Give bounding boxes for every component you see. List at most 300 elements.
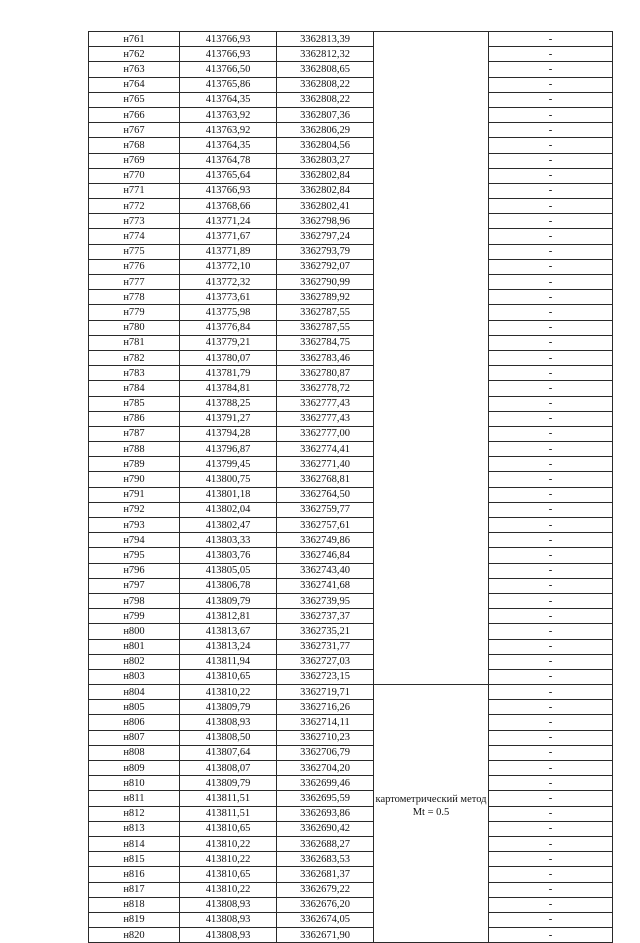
method-cell: [374, 411, 489, 426]
table-row: [89, 320, 613, 335]
y-coordinate-cell: 3362804,56: [277, 138, 374, 153]
method-cell: [374, 715, 489, 730]
table-row: [89, 806, 613, 821]
x-coordinate-cell: 413808,93: [180, 912, 277, 927]
y-coordinate-cell: 3362723,15: [277, 669, 374, 684]
point-id-cell: н816: [89, 867, 180, 882]
accuracy-dash-cell: -: [489, 396, 613, 411]
method-cell: [374, 593, 489, 608]
x-coordinate-cell: 413766,50: [180, 62, 277, 77]
accuracy-dash-cell: -: [489, 761, 613, 776]
accuracy-dash-cell: -: [489, 928, 613, 943]
method-cell: [374, 502, 489, 517]
table-row: [89, 107, 613, 122]
y-coordinate-cell: 3362764,50: [277, 487, 374, 502]
point-id-cell: н770: [89, 168, 180, 183]
y-coordinate-cell: 3362798,96: [277, 214, 374, 229]
table-row: [89, 259, 613, 274]
x-coordinate-cell: 413768,66: [180, 199, 277, 214]
point-id-cell: н803: [89, 669, 180, 684]
method-cell: [374, 745, 489, 760]
table-row: [89, 487, 613, 502]
y-coordinate-cell: 3362688,27: [277, 836, 374, 851]
table-row: [89, 730, 613, 745]
y-coordinate-cell: 3362681,37: [277, 867, 374, 882]
accuracy-dash-cell: -: [489, 77, 613, 92]
table-row: [89, 244, 613, 259]
x-coordinate-cell: 413800,75: [180, 472, 277, 487]
accuracy-dash-cell: -: [489, 320, 613, 335]
accuracy-dash-cell: -: [489, 578, 613, 593]
point-id-cell: н795: [89, 548, 180, 563]
point-id-cell: н814: [89, 836, 180, 851]
y-coordinate-cell: 3362735,21: [277, 624, 374, 639]
point-id-cell: н773: [89, 214, 180, 229]
y-coordinate-cell: 3362777,43: [277, 411, 374, 426]
accuracy-dash-cell: -: [489, 472, 613, 487]
x-coordinate-cell: 413811,94: [180, 654, 277, 669]
method-cell: [374, 381, 489, 396]
table-row: [89, 563, 613, 578]
x-coordinate-cell: 413796,87: [180, 442, 277, 457]
accuracy-dash-cell: -: [489, 912, 613, 927]
method-cell: [374, 199, 489, 214]
point-id-cell: н763: [89, 62, 180, 77]
accuracy-dash-cell: -: [489, 92, 613, 107]
x-coordinate-cell: 413763,92: [180, 107, 277, 122]
point-id-cell: н784: [89, 381, 180, 396]
y-coordinate-cell: 3362690,42: [277, 821, 374, 836]
method-cell: [374, 32, 489, 47]
point-id-cell: н771: [89, 183, 180, 198]
point-id-cell: н787: [89, 426, 180, 441]
accuracy-dash-cell: -: [489, 745, 613, 760]
table-row: [89, 350, 613, 365]
point-id-cell: н817: [89, 882, 180, 897]
y-coordinate-cell: 3362759,77: [277, 502, 374, 517]
method-cell: [374, 275, 489, 290]
x-coordinate-cell: 413766,93: [180, 183, 277, 198]
x-coordinate-cell: 413811,51: [180, 791, 277, 806]
point-id-cell: н766: [89, 107, 180, 122]
method-cell: [374, 77, 489, 92]
table-row: [89, 123, 613, 138]
table-row: [89, 776, 613, 791]
method-cell: [374, 153, 489, 168]
x-coordinate-cell: 413788,25: [180, 396, 277, 411]
method-cell: [374, 214, 489, 229]
method-cell: [374, 244, 489, 259]
y-coordinate-cell: 3362806,29: [277, 123, 374, 138]
accuracy-dash-cell: -: [489, 381, 613, 396]
table-row: [89, 472, 613, 487]
table-row: [89, 426, 613, 441]
accuracy-dash-cell: -: [489, 669, 613, 684]
accuracy-dash-cell: -: [489, 411, 613, 426]
point-id-cell: н762: [89, 47, 180, 62]
accuracy-dash-cell: -: [489, 821, 613, 836]
table-row: [89, 609, 613, 624]
x-coordinate-cell: 413771,24: [180, 214, 277, 229]
method-cell: [374, 609, 489, 624]
point-id-cell: н772: [89, 199, 180, 214]
y-coordinate-cell: 3362771,40: [277, 457, 374, 472]
point-id-cell: н791: [89, 487, 180, 502]
table-row: [89, 639, 613, 654]
accuracy-dash-cell: -: [489, 350, 613, 365]
point-id-cell: н809: [89, 761, 180, 776]
table-row: [89, 761, 613, 776]
accuracy-dash-cell: -: [489, 776, 613, 791]
method-cell: [374, 350, 489, 365]
point-id-cell: н761: [89, 32, 180, 47]
table-row: [89, 335, 613, 350]
x-coordinate-cell: 413810,22: [180, 836, 277, 851]
point-id-cell: н796: [89, 563, 180, 578]
coordinates-table: [88, 31, 613, 943]
accuracy-dash-cell: -: [489, 836, 613, 851]
x-coordinate-cell: 413808,93: [180, 928, 277, 943]
table-row: [89, 275, 613, 290]
table-row: [89, 928, 613, 943]
method-cell: [374, 335, 489, 350]
table-row: [89, 593, 613, 608]
method-cell: [374, 396, 489, 411]
method-cell: [374, 138, 489, 153]
accuracy-dash-cell: -: [489, 897, 613, 912]
accuracy-dash-cell: -: [489, 138, 613, 153]
y-coordinate-cell: 3362757,61: [277, 518, 374, 533]
point-id-cell: н797: [89, 578, 180, 593]
table-row: [89, 62, 613, 77]
accuracy-dash-cell: -: [489, 259, 613, 274]
accuracy-dash-cell: -: [489, 518, 613, 533]
table-row: [89, 47, 613, 62]
x-coordinate-cell: 413803,76: [180, 548, 277, 563]
table-row: [89, 411, 613, 426]
point-id-cell: н781: [89, 335, 180, 350]
point-id-cell: н789: [89, 457, 180, 472]
x-coordinate-cell: 413791,27: [180, 411, 277, 426]
y-coordinate-cell: 3362704,20: [277, 761, 374, 776]
y-coordinate-cell: 3362671,90: [277, 928, 374, 943]
table-row: [89, 153, 613, 168]
table-row: [89, 396, 613, 411]
point-id-cell: н793: [89, 518, 180, 533]
x-coordinate-cell: 413765,64: [180, 168, 277, 183]
x-coordinate-cell: 413808,93: [180, 897, 277, 912]
x-coordinate-cell: 413765,86: [180, 77, 277, 92]
accuracy-dash-cell: -: [489, 639, 613, 654]
method-cell: [374, 867, 489, 882]
point-id-cell: н819: [89, 912, 180, 927]
point-id-cell: н815: [89, 852, 180, 867]
method-cell: [374, 578, 489, 593]
point-id-cell: н764: [89, 77, 180, 92]
method-cell: [374, 290, 489, 305]
x-coordinate-cell: 413802,47: [180, 518, 277, 533]
table-row: [89, 715, 613, 730]
table-row: [89, 624, 613, 639]
point-id-cell: н813: [89, 821, 180, 836]
table-row: [89, 168, 613, 183]
x-coordinate-cell: 413803,33: [180, 533, 277, 548]
y-coordinate-cell: 3362784,75: [277, 335, 374, 350]
y-coordinate-cell: 3362808,22: [277, 92, 374, 107]
point-id-cell: н804: [89, 685, 180, 700]
table-row: [89, 366, 613, 381]
table-row: [89, 745, 613, 760]
point-id-cell: н790: [89, 472, 180, 487]
point-id-cell: н800: [89, 624, 180, 639]
table-row: [89, 578, 613, 593]
y-coordinate-cell: 3362793,79: [277, 244, 374, 259]
table-row: [89, 442, 613, 457]
accuracy-dash-cell: -: [489, 47, 613, 62]
point-id-cell: н768: [89, 138, 180, 153]
x-coordinate-cell: 413807,64: [180, 745, 277, 760]
y-coordinate-cell: 3362792,07: [277, 259, 374, 274]
method-cell: [374, 366, 489, 381]
x-coordinate-cell: 413810,65: [180, 867, 277, 882]
method-cell: [374, 107, 489, 122]
accuracy-dash-cell: -: [489, 62, 613, 77]
table-row: [89, 32, 613, 47]
accuracy-dash-cell: -: [489, 700, 613, 715]
accuracy-dash-cell: -: [489, 806, 613, 821]
point-id-cell: н782: [89, 350, 180, 365]
table-row: [89, 92, 613, 107]
table-row: [89, 183, 613, 198]
method-cell: [374, 62, 489, 77]
x-coordinate-cell: 413772,32: [180, 275, 277, 290]
accuracy-dash-cell: -: [489, 715, 613, 730]
point-id-cell: н792: [89, 502, 180, 517]
method-cell: [374, 442, 489, 457]
accuracy-dash-cell: -: [489, 335, 613, 350]
y-coordinate-cell: 3362789,92: [277, 290, 374, 305]
table-row: [89, 836, 613, 851]
x-coordinate-cell: 413781,79: [180, 366, 277, 381]
table-row: [89, 654, 613, 669]
table-row: [89, 381, 613, 396]
table-row: [89, 533, 613, 548]
table-row: [89, 882, 613, 897]
accuracy-dash-cell: -: [489, 366, 613, 381]
x-coordinate-cell: 413799,45: [180, 457, 277, 472]
point-id-cell: н775: [89, 244, 180, 259]
accuracy-dash-cell: -: [489, 685, 613, 700]
accuracy-dash-cell: -: [489, 593, 613, 608]
table-row: [89, 821, 613, 836]
x-coordinate-cell: 413776,84: [180, 320, 277, 335]
y-coordinate-cell: 3362797,24: [277, 229, 374, 244]
accuracy-dash-cell: -: [489, 624, 613, 639]
y-coordinate-cell: 3362727,03: [277, 654, 374, 669]
y-coordinate-cell: 3362783,46: [277, 350, 374, 365]
x-coordinate-cell: 413773,61: [180, 290, 277, 305]
table-row: [89, 229, 613, 244]
x-coordinate-cell: 413784,81: [180, 381, 277, 396]
method-cell: [374, 730, 489, 745]
x-coordinate-cell: 413764,35: [180, 138, 277, 153]
y-coordinate-cell: 3362737,37: [277, 609, 374, 624]
x-coordinate-cell: 413812,81: [180, 609, 277, 624]
point-id-cell: н801: [89, 639, 180, 654]
x-coordinate-cell: 413766,93: [180, 32, 277, 47]
method-label: картометрический метод Mt = 0.5: [375, 794, 487, 819]
method-cell: [374, 928, 489, 943]
method-cell: [374, 426, 489, 441]
point-id-cell: н802: [89, 654, 180, 669]
method-cell: [374, 305, 489, 320]
x-coordinate-cell: 413764,35: [180, 92, 277, 107]
point-id-cell: н820: [89, 928, 180, 943]
method-cell: [374, 563, 489, 578]
y-coordinate-cell: 3362777,00: [277, 426, 374, 441]
point-id-cell: н774: [89, 229, 180, 244]
method-cell: [374, 654, 489, 669]
y-coordinate-cell: 3362714,11: [277, 715, 374, 730]
accuracy-dash-cell: -: [489, 852, 613, 867]
accuracy-dash-cell: -: [489, 214, 613, 229]
y-coordinate-cell: 3362813,39: [277, 32, 374, 47]
y-coordinate-cell: 3362676,20: [277, 897, 374, 912]
point-id-cell: н807: [89, 730, 180, 745]
table-row: [89, 669, 613, 684]
method-cell: [374, 457, 489, 472]
y-coordinate-cell: 3362812,32: [277, 47, 374, 62]
y-coordinate-cell: 3362808,65: [277, 62, 374, 77]
method-cell: [374, 639, 489, 654]
y-coordinate-cell: 3362683,53: [277, 852, 374, 867]
point-id-cell: н786: [89, 411, 180, 426]
x-coordinate-cell: 413779,21: [180, 335, 277, 350]
point-id-cell: н799: [89, 609, 180, 624]
point-id-cell: н794: [89, 533, 180, 548]
method-cell: [374, 259, 489, 274]
method-cell: [374, 669, 489, 684]
accuracy-dash-cell: -: [489, 244, 613, 259]
x-coordinate-cell: 413809,79: [180, 593, 277, 608]
y-coordinate-cell: 3362802,84: [277, 168, 374, 183]
y-coordinate-cell: 3362749,86: [277, 533, 374, 548]
point-id-cell: н798: [89, 593, 180, 608]
point-id-cell: н776: [89, 259, 180, 274]
x-coordinate-cell: 413809,79: [180, 776, 277, 791]
x-coordinate-cell: 413801,18: [180, 487, 277, 502]
accuracy-dash-cell: -: [489, 548, 613, 563]
accuracy-dash-cell: -: [489, 533, 613, 548]
y-coordinate-cell: 3362699,46: [277, 776, 374, 791]
point-id-cell: н777: [89, 275, 180, 290]
method-cell: [374, 183, 489, 198]
coordinates-table-body: [89, 32, 613, 943]
accuracy-dash-cell: -: [489, 730, 613, 745]
point-id-cell: н811: [89, 791, 180, 806]
accuracy-dash-cell: -: [489, 183, 613, 198]
point-id-cell: н806: [89, 715, 180, 730]
y-coordinate-cell: 3362808,22: [277, 77, 374, 92]
y-coordinate-cell: 3362787,55: [277, 320, 374, 335]
y-coordinate-cell: 3362807,36: [277, 107, 374, 122]
method-cell: [374, 168, 489, 183]
accuracy-dash-cell: -: [489, 107, 613, 122]
y-coordinate-cell: 3362706,79: [277, 745, 374, 760]
y-coordinate-cell: 3362777,43: [277, 396, 374, 411]
point-id-cell: н810: [89, 776, 180, 791]
x-coordinate-cell: 413764,78: [180, 153, 277, 168]
accuracy-dash-cell: -: [489, 153, 613, 168]
accuracy-dash-cell: -: [489, 457, 613, 472]
y-coordinate-cell: 3362739,95: [277, 593, 374, 608]
x-coordinate-cell: 413775,98: [180, 305, 277, 320]
method-cell: [374, 761, 489, 776]
x-coordinate-cell: 413772,10: [180, 259, 277, 274]
y-coordinate-cell: 3362743,40: [277, 563, 374, 578]
table-row: [89, 502, 613, 517]
accuracy-dash-cell: -: [489, 290, 613, 305]
x-coordinate-cell: 413766,93: [180, 47, 277, 62]
table-row: [89, 199, 613, 214]
x-coordinate-cell: 413810,65: [180, 821, 277, 836]
accuracy-dash-cell: -: [489, 275, 613, 290]
y-coordinate-cell: 3362768,81: [277, 472, 374, 487]
method-cell: [374, 882, 489, 897]
y-coordinate-cell: 3362731,77: [277, 639, 374, 654]
x-coordinate-cell: 413802,04: [180, 502, 277, 517]
point-id-cell: н818: [89, 897, 180, 912]
point-id-cell: н767: [89, 123, 180, 138]
accuracy-dash-cell: -: [489, 654, 613, 669]
y-coordinate-cell: 3362674,05: [277, 912, 374, 927]
x-coordinate-cell: 413808,07: [180, 761, 277, 776]
x-coordinate-cell: 413808,50: [180, 730, 277, 745]
y-coordinate-cell: 3362778,72: [277, 381, 374, 396]
y-coordinate-cell: 3362695,59: [277, 791, 374, 806]
x-coordinate-cell: 413809,79: [180, 700, 277, 715]
method-cell: [374, 685, 489, 700]
table-row: [89, 77, 613, 92]
accuracy-dash-cell: -: [489, 867, 613, 882]
table-row: [89, 852, 613, 867]
table-row: [89, 457, 613, 472]
x-coordinate-cell: 413808,93: [180, 715, 277, 730]
x-coordinate-cell: 413813,24: [180, 639, 277, 654]
method-cell: [374, 548, 489, 563]
method-cell: [374, 776, 489, 791]
method-cell: [374, 794, 489, 821]
method-cell: [374, 821, 489, 836]
point-id-cell: н783: [89, 366, 180, 381]
point-id-cell: н812: [89, 806, 180, 821]
x-coordinate-cell: 413813,67: [180, 624, 277, 639]
y-coordinate-cell: 3362716,26: [277, 700, 374, 715]
y-coordinate-cell: 3362746,84: [277, 548, 374, 563]
table-row: [89, 548, 613, 563]
y-coordinate-cell: 3362774,41: [277, 442, 374, 457]
y-coordinate-cell: 3362803,27: [277, 153, 374, 168]
table-row: [89, 305, 613, 320]
table-row: [89, 912, 613, 927]
method-cell: [374, 229, 489, 244]
table-row: [89, 138, 613, 153]
y-coordinate-cell: 3362710,23: [277, 730, 374, 745]
method-cell: [374, 472, 489, 487]
x-coordinate-cell: 413771,89: [180, 244, 277, 259]
x-coordinate-cell: 413794,28: [180, 426, 277, 441]
method-cell: [374, 700, 489, 715]
